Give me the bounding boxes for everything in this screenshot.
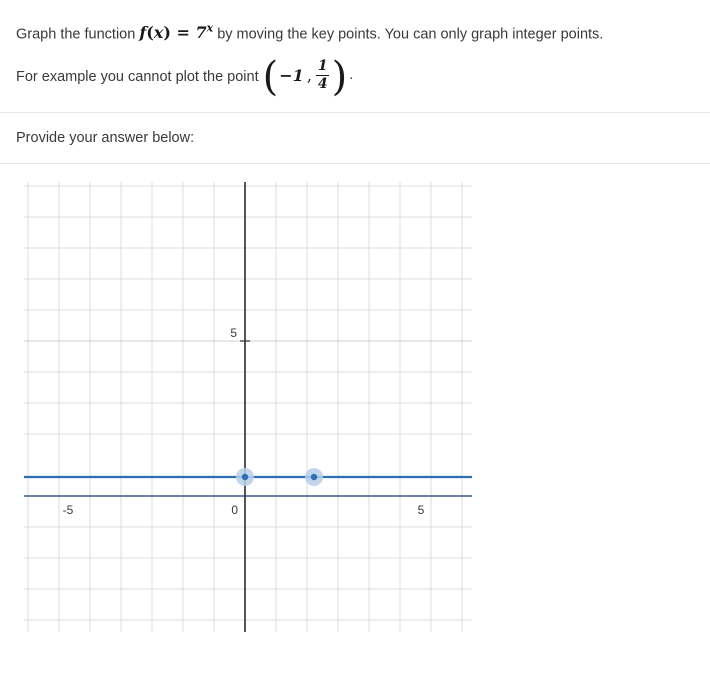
- x-axis-tick-label-5: 5: [417, 503, 425, 518]
- fraction-denominator: 4: [317, 76, 328, 93]
- question-line-1: [16, 14, 694, 49]
- answer-prompt-label: Provide your answer below:: [16, 130, 195, 147]
- question-line-1-prefix: Graph the function: [16, 26, 140, 43]
- function-open-paren: (: [146, 23, 154, 43]
- question-block: [0, 0, 710, 113]
- answer-prompt-block: [0, 113, 710, 164]
- question-line-2: [16, 53, 694, 100]
- function-close-paren: ): [163, 23, 171, 43]
- excluded-point-x: −1: [279, 65, 304, 85]
- function-name: f: [139, 23, 147, 43]
- function-base: 7: [195, 23, 207, 43]
- key-point-second[interactable]: [305, 468, 323, 486]
- origin-label: 0: [231, 503, 238, 518]
- question-line-2-suffix: .: [349, 67, 354, 84]
- graph-canvas[interactable]: [24, 182, 472, 632]
- coordinate-plane[interactable]: [24, 182, 472, 632]
- question-line-1-suffix: by moving the key points. You can only graph integer points.: [213, 26, 604, 43]
- excluded-point-comma: ,: [306, 65, 312, 85]
- grid-horizontal: [24, 186, 472, 620]
- function-expression: [139, 23, 213, 42]
- excluded-point-expression: [262, 53, 354, 100]
- function-equals: =: [170, 23, 196, 43]
- x-axis-tick-label-neg5: -5: [62, 503, 74, 518]
- function-variable: x: [153, 23, 164, 43]
- function-exponent: x: [206, 22, 214, 35]
- key-point-origin[interactable]: [236, 468, 254, 486]
- point-inner: [278, 59, 331, 92]
- excluded-point-fraction: [315, 59, 331, 92]
- fraction-numerator: 1: [317, 58, 328, 75]
- left-paren: (: [262, 53, 279, 100]
- question-line-2-prefix: For example you cannot plot the point: [16, 69, 263, 86]
- right-paren: ): [331, 53, 348, 100]
- y-axis-tick-label-5: 5: [230, 326, 237, 341]
